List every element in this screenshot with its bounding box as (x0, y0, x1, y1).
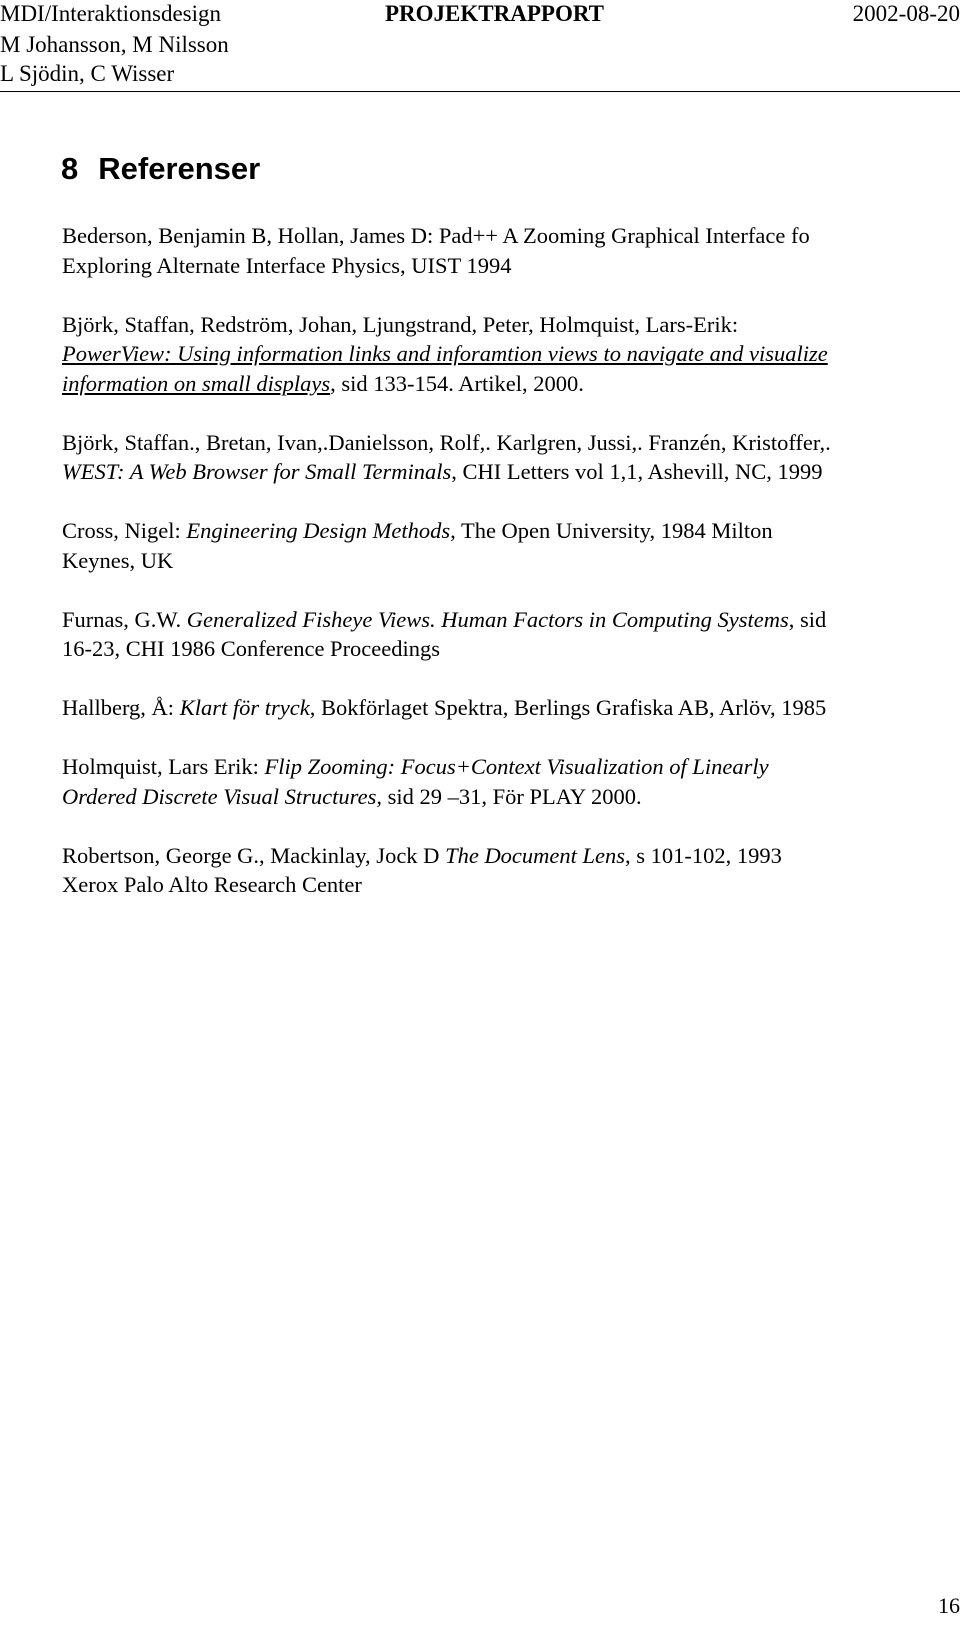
reference-line (62, 605, 952, 635)
reference-bjork-west (62, 428, 952, 487)
reference-author: Robertson, George G., Mackinlay, Jock D (62, 842, 446, 868)
reference-details: The Open University, 1984 Milton (455, 518, 773, 543)
header-date: 2002-08-20 (852, 1, 960, 26)
reference-title: PowerView: Using information links and inforamtion views to navigate and visualize (62, 341, 828, 366)
reference-line: 16-23, CHI 1986 Conference Proceedings (62, 636, 441, 661)
reference-hallberg (62, 693, 952, 723)
reference-line: Exploring Alternate Interface Physics, UIST 1994 (62, 252, 512, 278)
reference-robertson (62, 841, 952, 900)
reference-line (62, 693, 952, 723)
reference-title: The Document Lens (445, 842, 626, 868)
reference-list (62, 221, 952, 929)
reference-title: information on small displays (62, 370, 331, 396)
reference-furnas (62, 605, 952, 664)
reference-line: Björk, Staffan., Bretan, Ivan,.Danielsson, Rolf,. Karlgren, Jussi,. Franzén, Kristoffer,. (62, 429, 831, 455)
section-number: 8 (61, 151, 79, 186)
reference-line (62, 782, 952, 812)
header-course: MDI/Interaktionsdesign (0, 1, 222, 26)
reference-author: Holmquist, Lars Erik: (62, 754, 265, 779)
reference-line (62, 841, 952, 871)
reference-line (62, 752, 952, 782)
reference-title: Engineering Design Methods, (186, 518, 456, 543)
reference-bederson (62, 221, 952, 280)
reference-title: Ordered Discrete Visual Structures, (62, 783, 382, 809)
reference-title: Klart för tryck (179, 695, 310, 720)
reference-line (62, 339, 952, 369)
reference-line: Björk, Staffan, Redström, Johan, Ljungstrand, Peter, Holmquist, Lars-Erik: (62, 311, 739, 337)
reference-details: , Bokförlaget Spektra, Berlings Grafiska AB, Arlöv, 1985 (309, 695, 827, 720)
reference-details: , sid (788, 606, 827, 632)
reference-details: , sid 133-154. Artikel, 2000. (330, 370, 584, 396)
section-title: Referenser (98, 151, 261, 186)
reference-cross (62, 516, 952, 575)
page-number: 16 (938, 1593, 960, 1618)
page-header (0, 0, 960, 92)
section-heading (61, 151, 260, 187)
reference-title: Generalized Fisheye Views. Human Factors in Computing Systems (186, 606, 789, 632)
header-authors-line2: L Sjödin, C Wisser (0, 61, 175, 86)
reference-line (62, 516, 952, 546)
reference-line: Bederson, Benjamin B, Hollan, James D: Pad++ A Zooming Graphical Interface fo (62, 223, 810, 248)
reference-line: Keynes, UK (62, 547, 174, 573)
reference-details: , s 101-102, 1993 (625, 842, 782, 868)
reference-title: WEST: A Web Browser for Small Terminals (62, 459, 452, 484)
reference-title: Flip Zooming: Focus+Context Visualization of Linearly (264, 754, 769, 779)
reference-author: Hallberg, Å: (62, 695, 180, 720)
reference-author: Furnas, G.W. (62, 606, 187, 632)
reference-bjork-powerview (62, 310, 952, 399)
reference-details: , CHI Letters vol 1,1, Ashevill, NC, 1999 (451, 459, 823, 484)
reference-details: sid 29 –31, För PLAY 2000. (381, 783, 642, 809)
reference-line (62, 369, 952, 399)
reference-line: Xerox Palo Alto Research Center (62, 872, 362, 897)
header-doc-type: PROJEKTRAPPORT (385, 1, 604, 26)
reference-holmquist (62, 752, 952, 811)
reference-author: Cross, Nigel: (62, 518, 187, 543)
header-authors-line1: M Johansson, M Nilsson (0, 32, 229, 57)
reference-line (62, 457, 952, 487)
